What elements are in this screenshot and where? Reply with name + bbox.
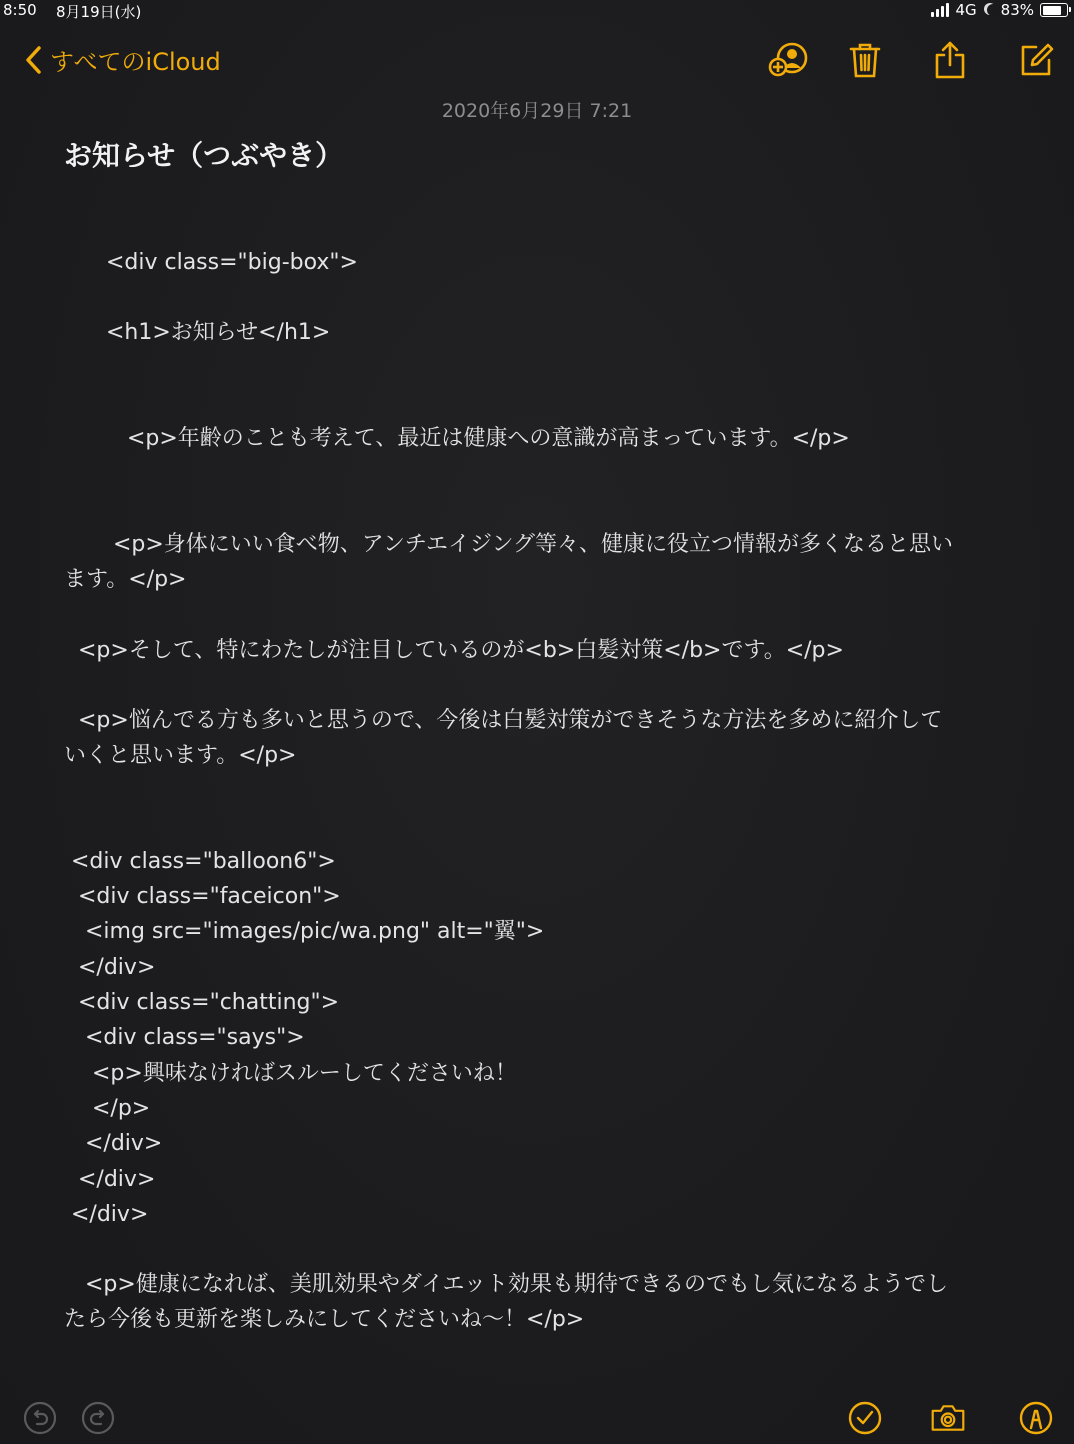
status-time: 8:50 <box>3 1 37 19</box>
note-line[interactable]: <img src="images/pic/wa.png" alt="翼"> <box>64 919 545 944</box>
note-line[interactable]: <p>健康になれば、美肌効果やダイエット効果も期待できるのでもし気になるようでし たら今後も更新を楽しみにしてくださいね〜！</p> <box>64 1272 949 1332</box>
redo-icon[interactable] <box>80 1400 116 1436</box>
note-line[interactable]: </div> <box>64 1167 156 1192</box>
note-line[interactable]: <div class="chatting"> <box>64 990 340 1015</box>
note-line[interactable]: </div> <box>64 1131 163 1156</box>
note-date: 2020年6月29日 7:21 <box>441 100 633 122</box>
do-not-disturb-icon <box>987 4 999 16</box>
note-line[interactable]: <div class="balloon6"> <box>64 849 336 874</box>
share-icon[interactable] <box>930 40 970 80</box>
back-button-label: すべてのiCloud <box>50 48 221 76</box>
note-line[interactable]: <div class="says"> <box>64 1025 305 1050</box>
note-line[interactable]: <p>身体にいい食べ物、アンチエイジング等々、健康に役立つ情報が多くなると思い ます。</p> <box>64 532 954 592</box>
battery-fill <box>1043 6 1062 15</box>
status-date: 8月19日(水) <box>56 3 142 21</box>
note-line[interactable]: <div class="big-box"> <box>64 250 358 275</box>
battery-percent: 83% <box>1000 1 1034 19</box>
chevron-left-icon <box>24 45 42 75</box>
note-line[interactable]: <p>悩んでる方も多いと思うので、今後は白髪対策ができそうな方法を多めに紹介して いくと思います。</p> <box>64 708 943 768</box>
compose-icon[interactable] <box>1016 40 1056 80</box>
back-button[interactable] <box>24 42 221 77</box>
undo-icon[interactable] <box>22 1400 58 1436</box>
network-type: 4G <box>955 1 977 19</box>
note-line[interactable]: <p>そして、特にわたしが注目しているのが<b>白髪対策</b>です。</p> <box>64 638 844 663</box>
checklist-icon[interactable] <box>847 1400 883 1436</box>
add-person-icon[interactable] <box>768 40 808 80</box>
note-title[interactable]: お知らせ（つぶやき） <box>64 139 344 172</box>
note-line[interactable]: <p>年齢のことも考えて、最近は健康への意識が高まっています。</p> <box>64 426 850 451</box>
status-indicators <box>931 1 1068 19</box>
note-line[interactable]: <p>興味なければスルーしてくださいね！ <box>64 1061 517 1086</box>
note-line[interactable]: </p> <box>64 1096 151 1121</box>
battery-icon <box>1040 3 1068 17</box>
note-line[interactable]: <h1>お知らせ</h1> <box>64 320 331 345</box>
note-line[interactable]: <div class="faceicon"> <box>64 884 341 909</box>
note-line[interactable]: </div> <box>64 955 156 980</box>
trash-icon[interactable] <box>845 40 885 80</box>
cellular-signal-icon <box>931 3 949 17</box>
status-bar <box>0 0 1074 22</box>
camera-icon[interactable] <box>930 1400 966 1436</box>
markup-icon[interactable] <box>1018 1400 1054 1436</box>
note-line[interactable]: </div> <box>64 1202 149 1227</box>
